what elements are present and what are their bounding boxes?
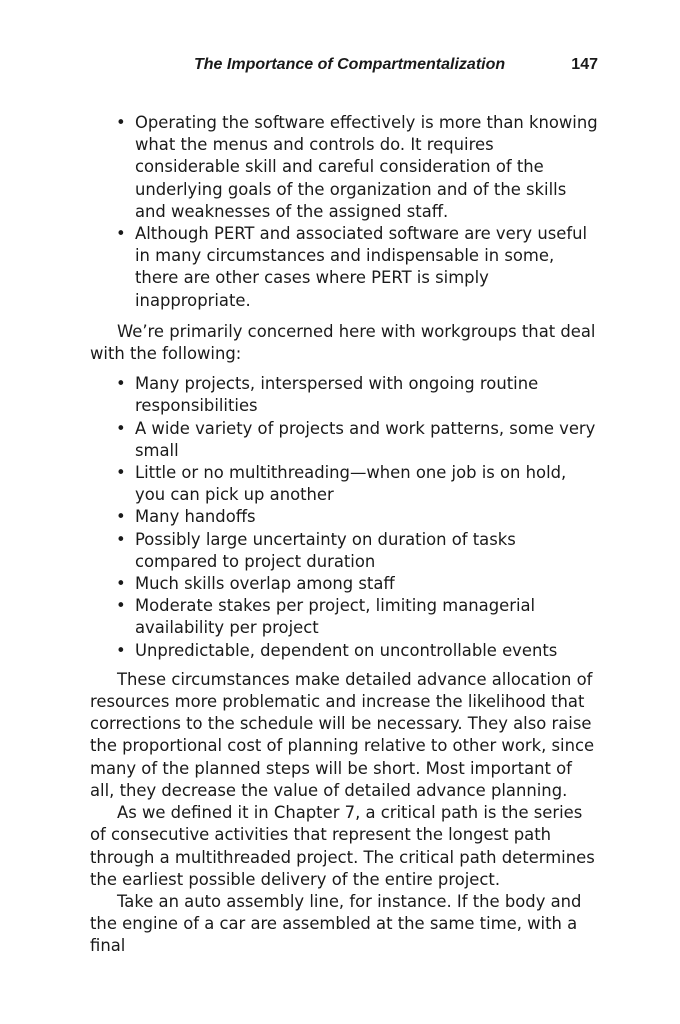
bullet-list-workgroup-traits — [90, 373, 598, 662]
body-text — [90, 112, 598, 958]
list-item: • Little or no multithreading—when one job is on hold, you can pick up another — [90, 462, 598, 506]
paragraph-critical-path: As we defined it in Chapter 7, a critical path is the series of consecutive activities that represent the longest path through a multithreaded project. The critical path determines the earliest possible delivery of the entire project. — [90, 803, 595, 889]
list-item: • Many handoffs — [90, 506, 598, 528]
list-item: • Moderate stakes per project, limiting managerial availability per project — [90, 595, 598, 639]
paragraph-circumstances: These circumstances make detailed advance allocation of resources more problematic and increase the likelihood that corrections to the schedule will be necessary. They also raise the proportional cost of planning relative to other work, since many of the planned steps will be short. Most important of all, they decrease the value of detailed advance planning. — [90, 669, 595, 800]
paragraph-assembly-line: Take an auto assembly line, for instance. If the body and the engine of a car are assembled at the same time, with a final — [90, 891, 582, 956]
bullet-list-software — [90, 112, 598, 312]
paragraph-workgroups: We’re primarily concerned here with workgroups that deal with the following: — [90, 321, 596, 364]
list-item: • Possibly large uncertainty on duration of tasks compared to project duration — [90, 529, 598, 573]
list-item: • Unpredictable, dependent on uncontrollable events — [90, 640, 598, 662]
list-item: • A wide variety of projects and work patterns, some very small — [90, 418, 598, 462]
list-item: • Operating the software effectively is more than knowing what the menus and controls do. It requires considerable skill and careful consideration of the underlying goals of the organization and of the skills and weaknesses of the assigned staff. — [90, 112, 598, 223]
running-header — [194, 56, 598, 74]
list-item: • Much skills overlap among staff — [90, 573, 598, 595]
list-item: • Many projects, interspersed with ongoing routine responsibilities — [90, 373, 598, 417]
list-item: • Although PERT and associated software are very useful in many circumstances and indispensable in some, there are other cases where PERT is simply inappropriate. — [90, 223, 598, 312]
page-number: 147 — [571, 56, 598, 73]
running-head-title: The Importance of Compartmentalization — [194, 56, 506, 73]
